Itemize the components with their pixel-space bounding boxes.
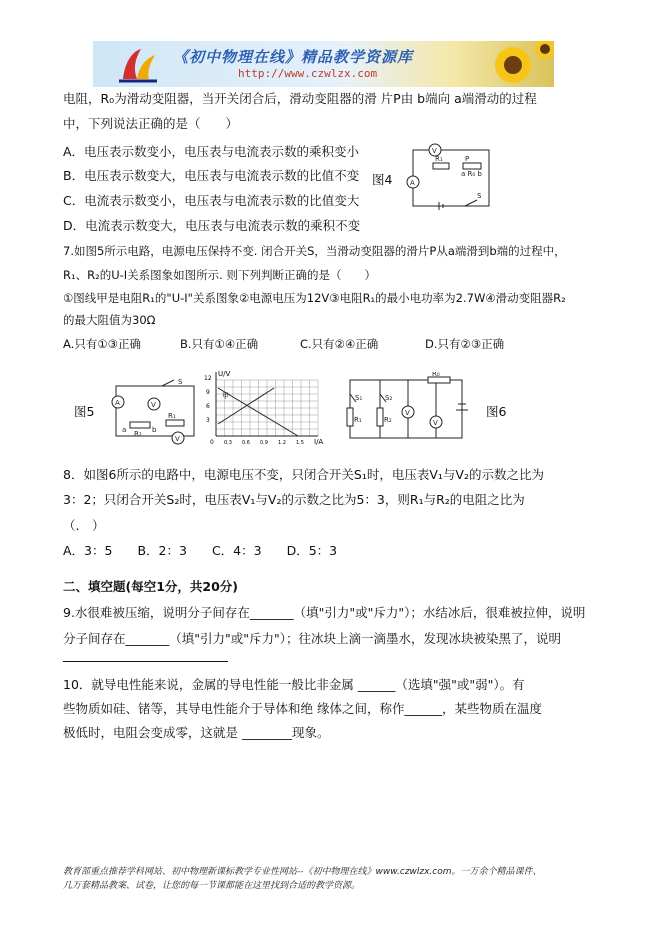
header-banner	[93, 41, 554, 87]
svg-text:R₂: R₂	[384, 416, 392, 424]
q8-stem-line3: （. ）	[63, 518, 105, 533]
section2-title: 二、填空题(每空1分，共20分)	[63, 579, 239, 594]
svg-text:V: V	[405, 409, 410, 417]
q7-statements-line1: ①图线甲是电阻R₁的"U-I"关系图象②电源电压为12V③电阻R₁的最小电功率为2.7W④滑动变阻器R₂	[63, 291, 566, 305]
svg-text:S₁: S₁	[355, 394, 363, 402]
graph-xlabel: I/A	[314, 438, 324, 446]
footer-line1: 教育部重点推荐学科网站、初中物理新课标教学专业性网站--《初中物理在线》www.czwlzx.com。一万余个精品课件、	[63, 867, 542, 877]
q9-answer-blank	[63, 661, 228, 662]
svg-text:R₁: R₁	[435, 155, 443, 163]
svg-text:R₁: R₁	[354, 416, 362, 424]
fig6-label: 图6	[486, 404, 507, 419]
q6-option-a: A．电压表示数变小，电压表与电流表示数的乘积变小	[63, 144, 360, 159]
q10-line3: 极低时，电阻会变成零，这就是 ________现象。	[63, 725, 330, 740]
graph-ytick: 12	[204, 375, 212, 382]
site-logo-icon	[115, 45, 161, 85]
svg-text:a R₀ b: a R₀ b	[461, 170, 482, 178]
svg-text:V: V	[433, 419, 438, 427]
svg-text:V: V	[151, 401, 156, 409]
q6-option-d: D．电流表示数变大，电压表与电流表示数的乘积不变	[63, 218, 361, 233]
svg-text:P: P	[465, 155, 470, 163]
q9-line2: 分子间存在_______（填"引力"或"斥力"）；往冰块上滴一滴墨水，发现冰块被染黑了，说明	[63, 631, 561, 646]
svg-text:S₂: S₂	[385, 394, 393, 402]
svg-text:b: b	[152, 426, 157, 434]
fig5-circuit-diagram	[108, 376, 200, 446]
footer-line2: 几万套精品教案、试卷，让您的每一节课都能在这里找到合适的教学资源。	[63, 881, 361, 891]
banner-title: 《初中物理在线》精品教学资源库	[173, 48, 414, 66]
graph-ytick: 6	[206, 403, 210, 410]
graph-curve-label: 甲	[222, 392, 229, 400]
svg-text:S: S	[178, 378, 183, 386]
graph-xtick: 1.5	[296, 440, 304, 446]
q6-option-b: B．电压表示数变大，电压表与电流表示数的比值不变	[63, 168, 360, 183]
svg-text:A: A	[115, 399, 120, 407]
q7-option-a: A.只有①③正确	[63, 337, 141, 351]
graph-xtick: 1.2	[278, 440, 286, 446]
svg-text:R₁: R₁	[168, 412, 176, 420]
graph-xtick: 0.3	[224, 440, 232, 446]
q7-stem-line1: 7.如图5所示电路，电源电压保持不变. 闭合开关S，当滑动变阻器的滑片P从a端滑到b端的过程中，	[63, 244, 566, 258]
q8-stem-line1: 8．如图6所示的电路中，电源电压不变，只闭合开关S₁时，电压表V₁与V₂的示数之比为	[63, 467, 544, 482]
q9-line1: 9.水很难被压缩，说明分子间存在_______（填"引力"或"斥力"）；水结冰后，很难被拉伸，说明	[63, 605, 586, 620]
q8-stem-line2: 3：2；只闭合开关S₂时，电压表V₁与V₂的示数之比为5：3，则R₁与R₂的电阻之比为	[63, 492, 525, 507]
svg-text:R₂: R₂	[134, 430, 142, 438]
q6-option-c: C．电流表示数变小，电压表与电流表示数的比值变大	[63, 193, 360, 208]
graph-xtick: 0.9	[260, 440, 268, 446]
svg-text:V: V	[175, 435, 180, 443]
q10-line1: 10．就导电性能来说，金属的导电性能一般比非金属 ______（选填"强"或"弱"）。有	[63, 677, 525, 692]
q8-options: A．3：5 B．2：3 C．4：3 D．5：3	[63, 543, 338, 558]
graph-ylabel: U/V	[218, 370, 231, 378]
q10-line2: 些物质如硅、锗等，其导电性能介于导体和绝 缘体之间，称作______，某些物质在温度	[63, 701, 542, 716]
graph-xtick: 0.6	[242, 440, 250, 446]
fig5-label: 图5	[74, 404, 95, 419]
graph-ytick: 3	[206, 417, 210, 424]
fig6-circuit-diagram	[340, 372, 470, 444]
q7-option-b: B.只有①④正确	[180, 337, 259, 351]
graph-ytick: 9	[206, 389, 210, 396]
q6-stem-line1: 电阻，R₀为滑动变阻器，当开关闭合后，滑动变阻器的滑 片P由 b端向 a端滑动的过程	[63, 91, 537, 106]
fig4-label: 图4	[372, 172, 393, 187]
banner-url[interactable]: http://www.czwlzx.com	[238, 67, 378, 80]
svg-text:S: S	[477, 192, 482, 200]
fig4-circuit-diagram	[405, 140, 495, 212]
svg-text:a: a	[122, 426, 127, 434]
sunflower-icon	[473, 41, 554, 87]
svg-text:A: A	[410, 179, 415, 187]
q6-stem-line2: 中，下列说法正确的是（ ）	[63, 116, 239, 131]
q7-option-d: D.只有②③正确	[425, 337, 505, 351]
q7-statements-line2: 的最大阻值为30Ω	[63, 313, 156, 327]
q7-stem-line2: R₁、R₂的U-I关系图象如图所示. 则下列判断正确的是（ ）	[63, 268, 376, 282]
q7-option-c: C.只有②④正确	[300, 337, 379, 351]
graph-ytick: 0	[210, 439, 214, 446]
svg-text:V: V	[432, 147, 437, 155]
svg-text:R₀: R₀	[432, 372, 440, 378]
fig5-ui-graph	[196, 366, 328, 446]
